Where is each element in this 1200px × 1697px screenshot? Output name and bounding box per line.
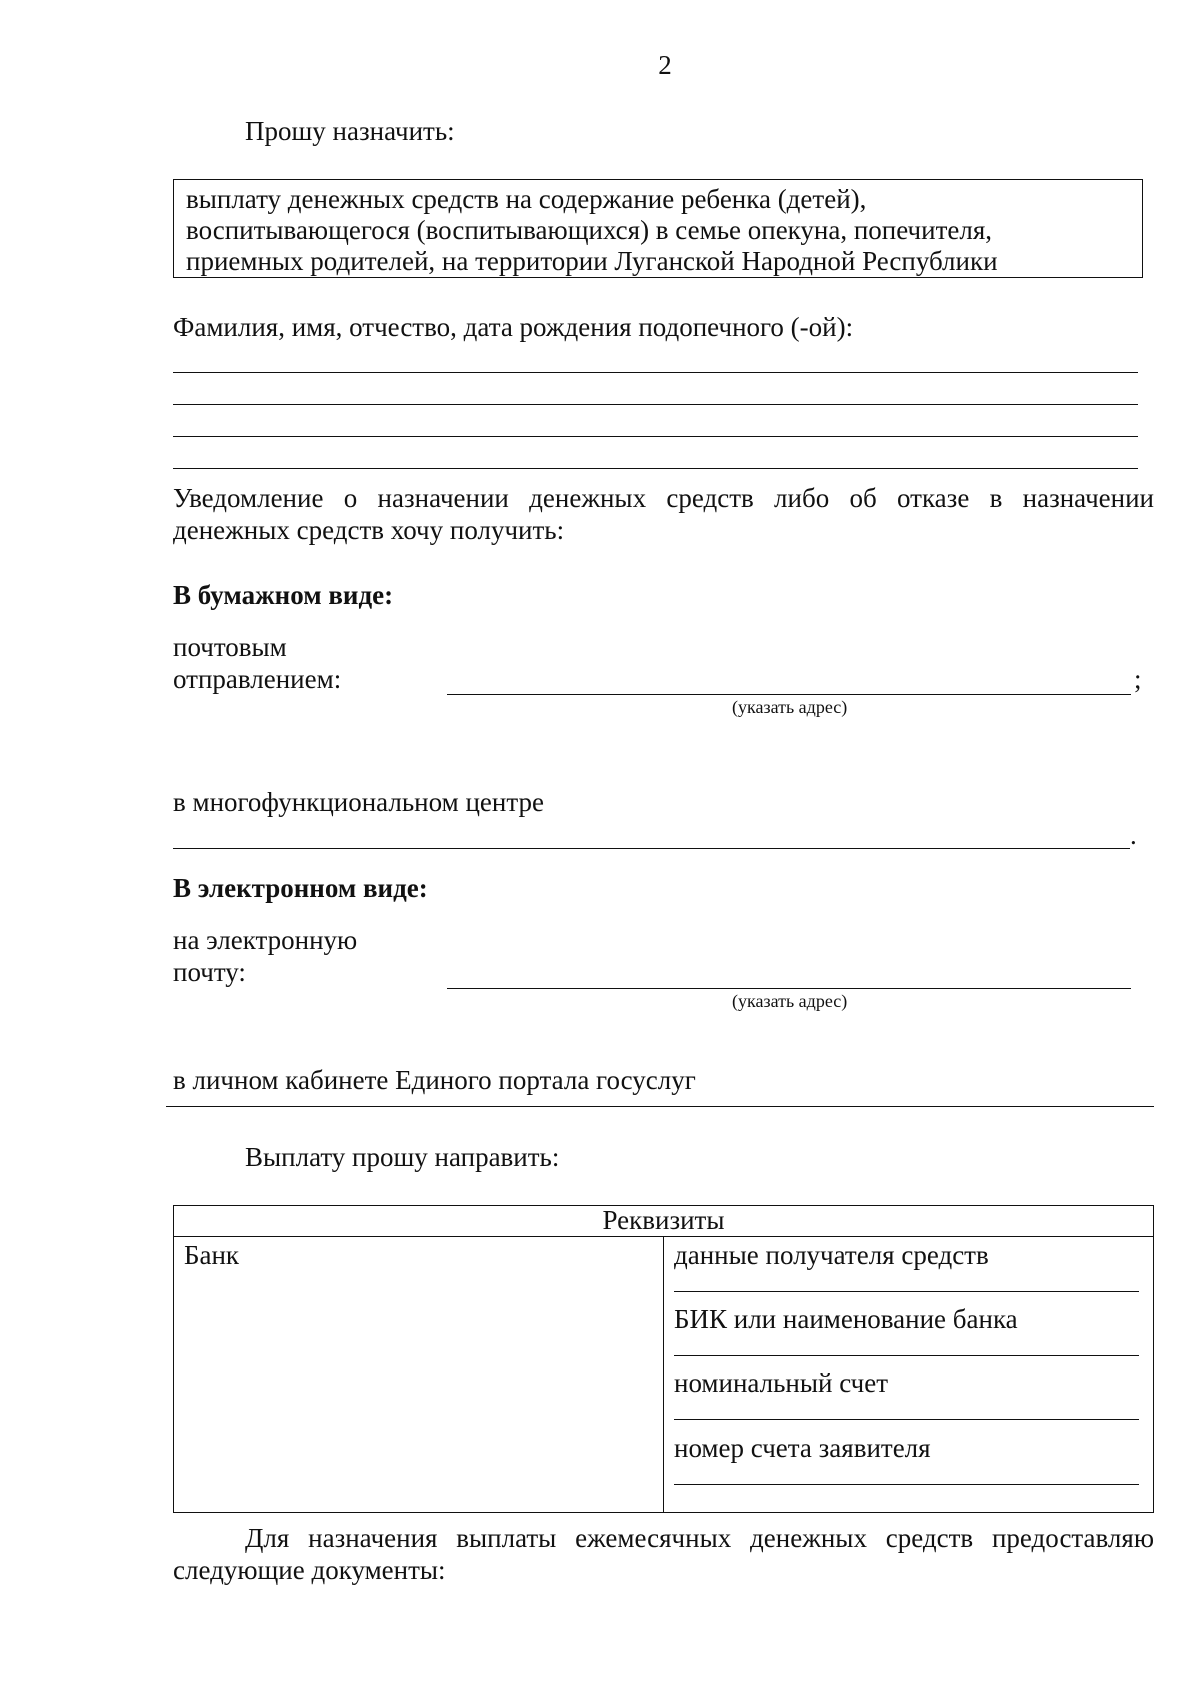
ward-entry-line[interactable] [173, 468, 1138, 469]
portal-label: в личном кабинете Единого портала госуслуг [173, 1065, 696, 1095]
request-heading: Прошу назначить: [245, 116, 455, 146]
requisites-field-recipient[interactable] [674, 1240, 1139, 1304]
email-address-line[interactable] [447, 988, 1131, 989]
mail-terminator: ; [1134, 664, 1142, 694]
payment-box-line: выплату денежных средств на содержание ребенка (детей), [186, 184, 867, 214]
ward-entry-line[interactable] [173, 436, 1138, 437]
documents-line-2: следующие документы: [173, 1555, 446, 1585]
requisites-field-applicant-account[interactable] [674, 1433, 1139, 1497]
requisites-field-line[interactable] [674, 1419, 1139, 1420]
mfc-label: в многофункциональном центре [173, 787, 544, 817]
requisites-field-label: номер счета заявителя [674, 1433, 931, 1463]
portal-underline [166, 1106, 1154, 1107]
email-caption: (указать адрес) [732, 991, 848, 1011]
requisites-field-label: БИК или наименование банка [674, 1304, 1018, 1334]
requisites-field-nominal-account[interactable] [674, 1368, 1139, 1432]
mfc-entry-line[interactable] [173, 848, 1130, 849]
ward-entry-line[interactable] [173, 404, 1138, 405]
payment-box-line: воспитывающегося (воспитывающихся) в семье опекуна, попечителя, [186, 215, 993, 245]
mail-label-2: отправлением: [173, 664, 342, 694]
paper-heading: В бумажном виде: [173, 580, 394, 610]
payment-type-box [173, 179, 1143, 278]
payment-box-line: приемных родителей, на территории Луганской Народной Республики [186, 246, 998, 276]
requisites-header: Реквизиты [174, 1206, 1154, 1237]
requisites-field-label: данные получателя средств [674, 1240, 989, 1270]
requisites-fields [664, 1237, 1154, 1513]
notification-line-1: Уведомление о назначении денежных средств либо об отказе в назначении [173, 483, 1154, 513]
mail-label-1: почтовым [173, 632, 287, 662]
requisites-field-line[interactable] [674, 1355, 1139, 1356]
requisites-field-line[interactable] [674, 1291, 1139, 1292]
electronic-heading: В электронном виде: [173, 873, 428, 903]
email-label-2: почту: [173, 957, 246, 987]
requisites-table [173, 1205, 1154, 1513]
notification-line-2: денежных средств хочу получить: [173, 515, 565, 545]
requisites-field-line[interactable] [674, 1484, 1139, 1485]
email-label-1: на электронную [173, 925, 358, 955]
bank-label: Банк [174, 1237, 664, 1513]
mail-address-line[interactable] [447, 694, 1131, 695]
requisites-field-bik[interactable] [674, 1304, 1139, 1368]
ward-entry-line[interactable] [173, 372, 1138, 373]
mfc-terminator: . [1130, 820, 1137, 850]
documents-line-1: Для назначения выплаты ежемесячных денежных средств предоставляю [245, 1523, 1154, 1553]
ward-label: Фамилия, имя, отчество, дата рождения подопечного (-ой): [173, 312, 854, 342]
mail-caption: (указать адрес) [732, 697, 848, 717]
page-number: 2 [658, 50, 672, 80]
payment-direction-label: Выплату прошу направить: [245, 1142, 560, 1172]
requisites-field-label: номинальный счет [674, 1368, 889, 1398]
